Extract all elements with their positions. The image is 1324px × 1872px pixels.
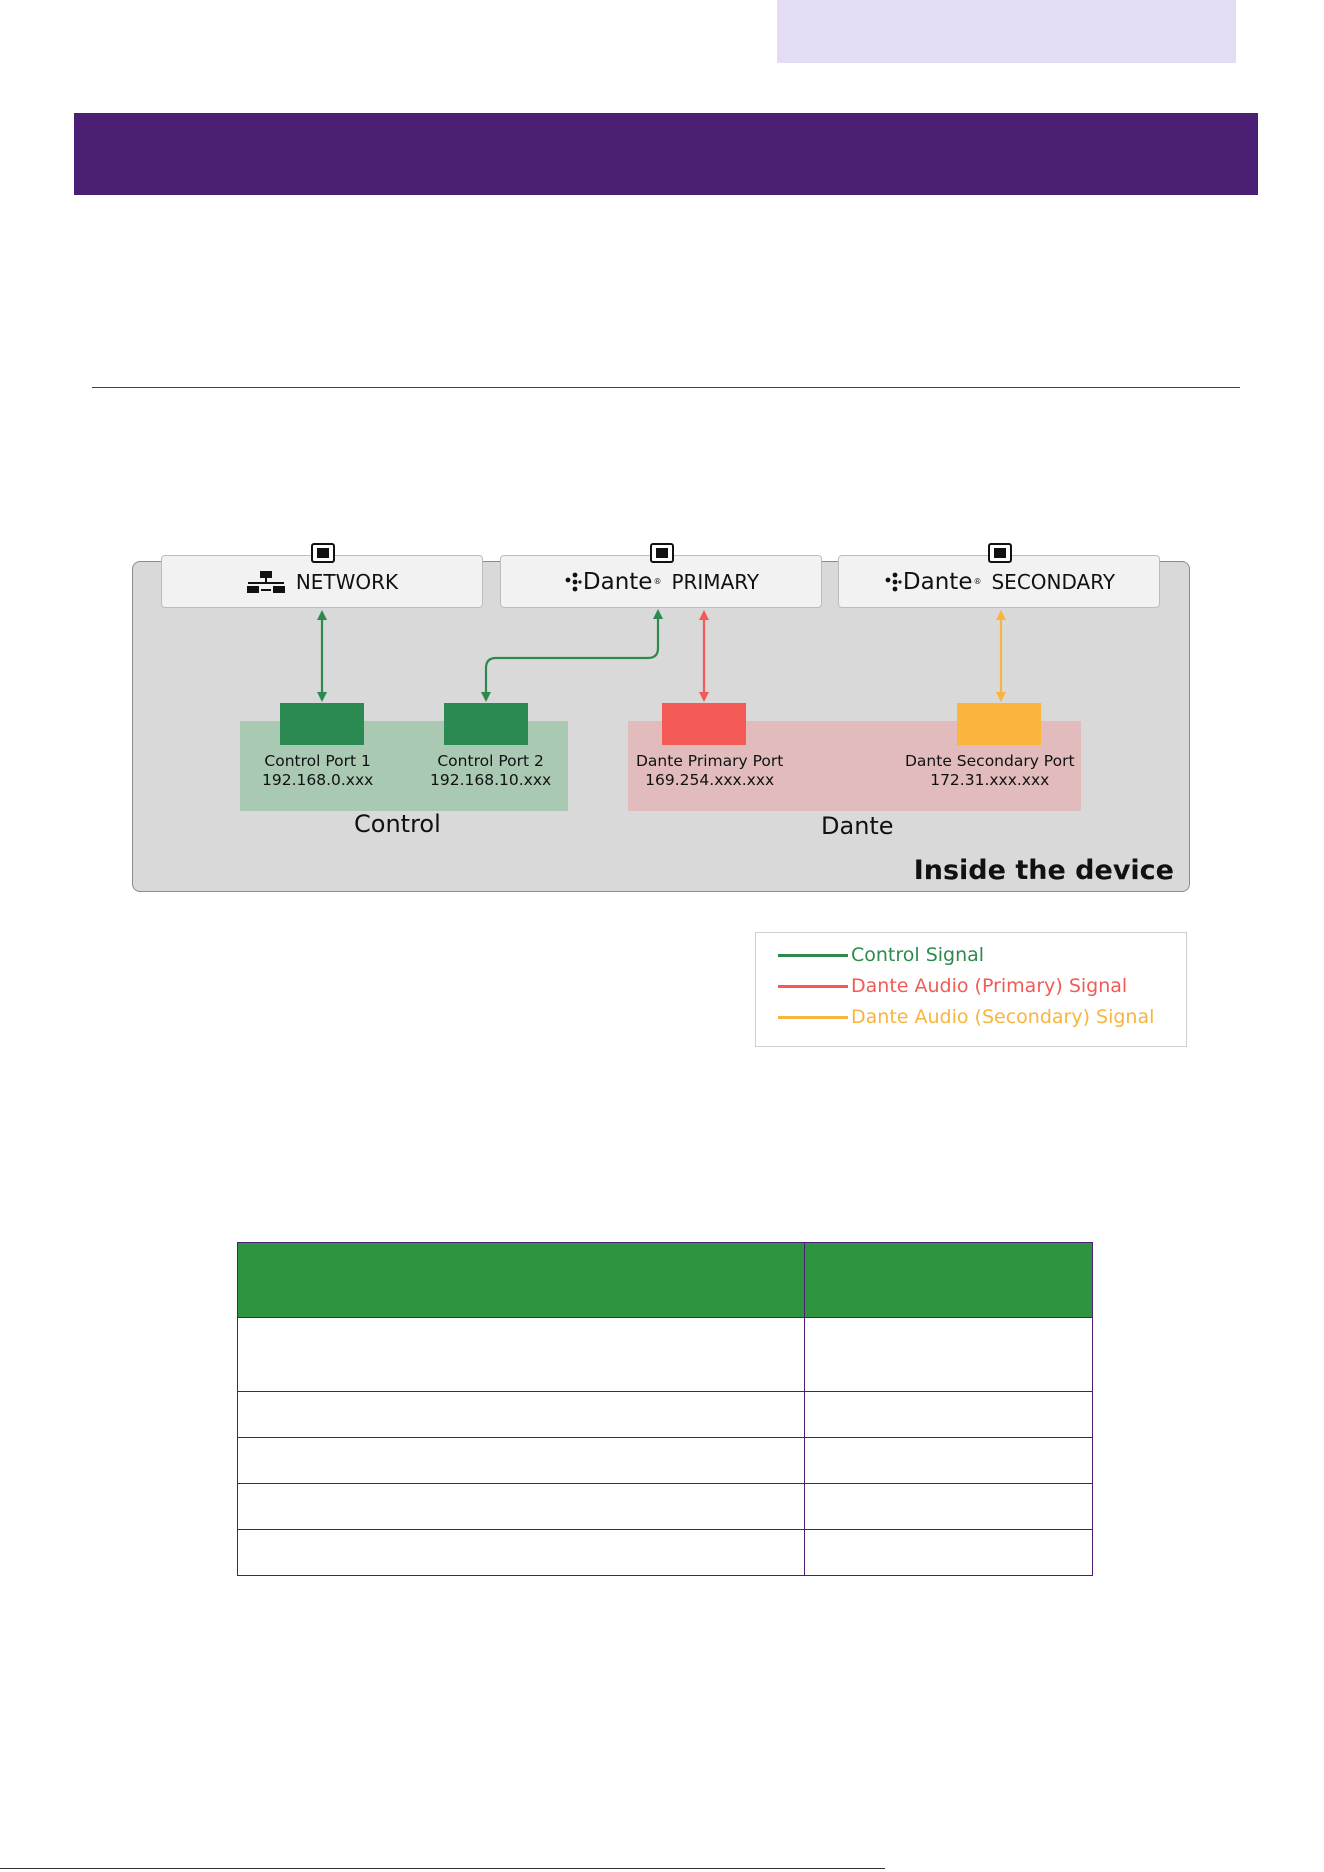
dante-primary-port-label [636, 752, 783, 790]
table-cell [805, 1318, 1093, 1392]
legend-label: Dante Audio (Secondary) Signal [851, 1006, 1155, 1028]
table-cell [238, 1318, 805, 1392]
port-address: 169.254.xxx.xxx [645, 771, 775, 789]
table-row [238, 1484, 1093, 1530]
table-row [238, 1438, 1093, 1484]
legend-item-control [778, 944, 984, 966]
legend-label: Dante Audio (Primary) Signal [851, 975, 1128, 997]
table-row [238, 1318, 1093, 1392]
legend [755, 932, 1187, 1047]
table-cell [805, 1438, 1093, 1484]
legend-label: Control Signal [851, 944, 985, 966]
footer-rule [0, 1868, 885, 1869]
control-port-1-label [262, 752, 373, 790]
network-port-label: NETWORK [295, 569, 399, 594]
port-name: Dante Secondary Port [905, 752, 1075, 770]
table-header-row [238, 1243, 1093, 1318]
data-table [237, 1242, 1093, 1576]
control-zone-label: Control [354, 810, 441, 838]
port-name: Dante Primary Port [636, 752, 784, 770]
dante-logo: Dante ® [563, 569, 662, 595]
dante-logo-text: Dante [902, 568, 973, 595]
port-address: 192.168.10.xxx [430, 771, 552, 789]
dante-zone-label: Dante [821, 812, 894, 840]
device-label: Inside the device [913, 855, 1174, 886]
legend-swatch [778, 954, 848, 957]
port-name: Control Port 1 [264, 752, 371, 770]
legend-swatch [778, 1016, 848, 1019]
table-cell [805, 1484, 1093, 1530]
legend-swatch [778, 985, 848, 988]
control-port-2-label [430, 752, 551, 790]
secondary-port-label: SECONDARY [991, 569, 1116, 594]
table-cell [805, 1392, 1093, 1438]
table-cell [238, 1484, 805, 1530]
dante-logo: Dante ® [883, 569, 982, 595]
primary-port-label: PRIMARY [671, 569, 760, 594]
dante-secondary-port-label [905, 752, 1075, 790]
table-cell [805, 1530, 1093, 1576]
legend-item-dante-secondary [778, 1006, 1154, 1028]
table-row [238, 1530, 1093, 1576]
dante-logo-text: Dante [582, 568, 653, 595]
legend-item-dante-primary [778, 975, 1127, 997]
port-address: 192.168.0.xxx [262, 771, 374, 789]
port-address: 172.31.xxx.xxx [930, 771, 1050, 789]
table-cell [238, 1530, 805, 1576]
port-name: Control Port 2 [437, 752, 544, 770]
table-header-cell [805, 1243, 1093, 1318]
table-header-cell [238, 1243, 805, 1318]
control-signal-arrow [486, 614, 658, 697]
table-cell [238, 1438, 805, 1484]
table-cell [238, 1392, 805, 1438]
table-row [238, 1392, 1093, 1438]
